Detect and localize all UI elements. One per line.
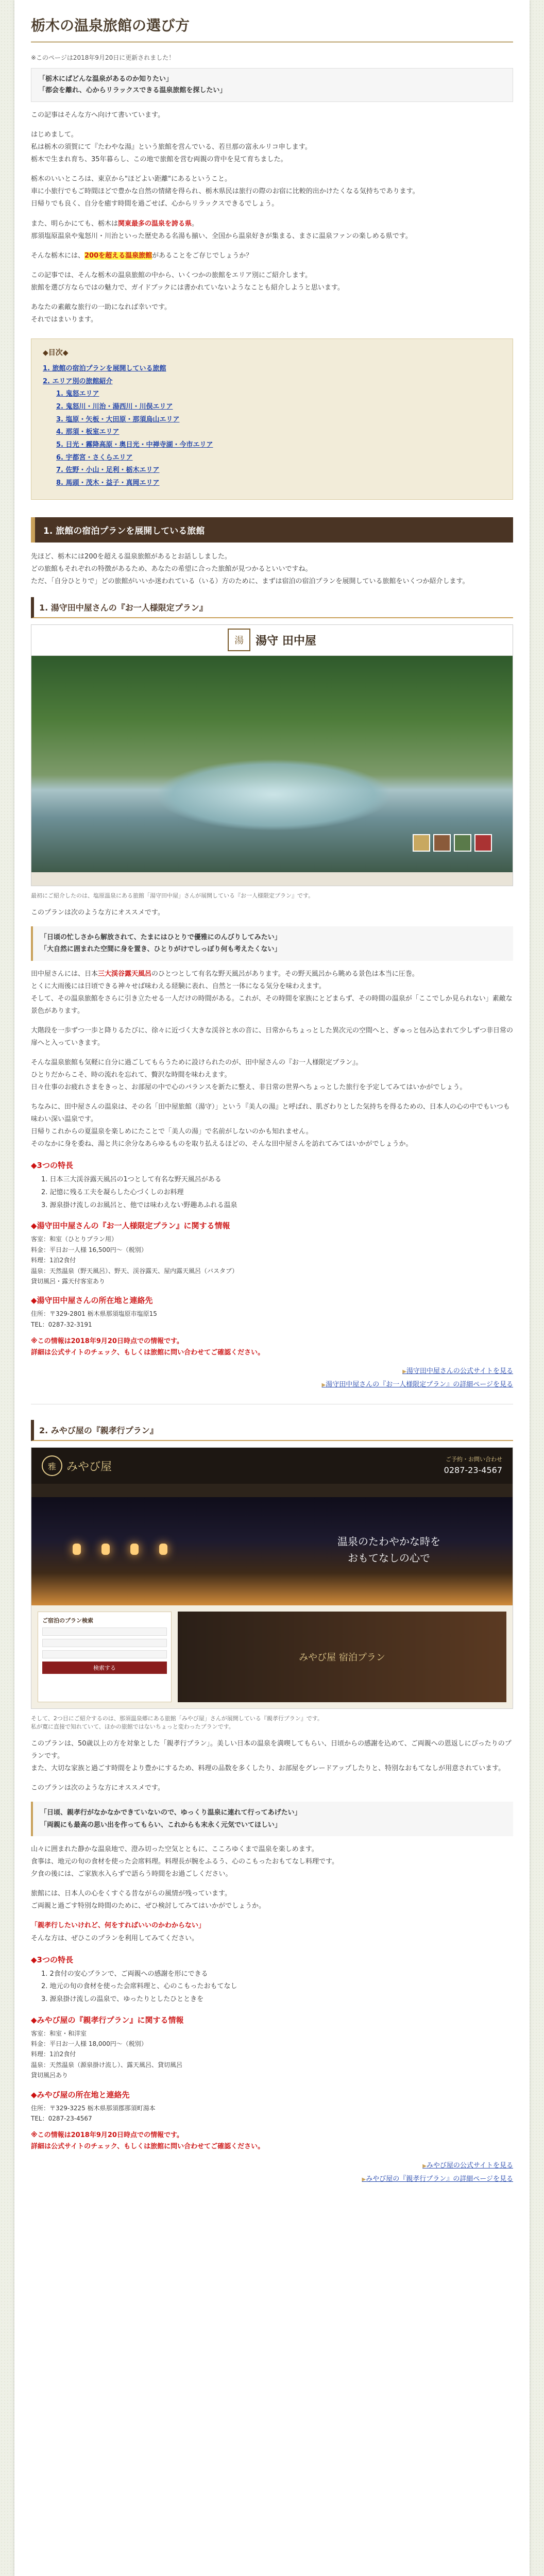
intro-text: この記事では、そんな栃木の温泉旅館の中から、いくつかの旅館をエリア別にご紹介します。 旅館を選び方ならではの魅力で、ガイドブックには書かれていないようなことも紹介しようと思います。 bbox=[31, 271, 344, 292]
toc-sub-link[interactable]: 3. 塩原・矢板・大田原・那須烏山エリア bbox=[56, 415, 180, 423]
paragraph: 山々に囲まれた静かな温泉地で、澄み切った空気とともに、こころゆくまで温泉を楽しめます。 食事は、地元の旬の食材を使った会席料理。料理長が腕をふるう、心のこもったおもてなし料理です。 夕食の後には、ご家族水入らずで語らう時間をお過ごしください。 bbox=[31, 1845, 338, 1878]
toc-link[interactable]: 1. 旅館の宿泊プランを展開している旅館 bbox=[43, 364, 166, 372]
intro-text: そんな栃木には、200を超える温泉旅館があることをご存じでしょうか？ bbox=[31, 251, 253, 260]
photo-thumbnails bbox=[413, 834, 492, 852]
highlight-text: 三大渓谷露天風呂 bbox=[98, 970, 152, 978]
table-of-contents bbox=[31, 338, 513, 500]
info-note: ※この情報は2018年9月20日時点での情報です。 詳細は公式サイトのチェック、もしくは旅館に問い合わせてご確認ください。 bbox=[31, 1337, 265, 1357]
paragraph: 旅館には、日本人の心をくすぐる昔ながらの風情が残っています。 ご両親と過ごす特別な時間のために、ぜひ検討してみてはいかがでしょうか。 bbox=[31, 1890, 266, 1910]
address-line: 住所：〒329-3225 栃木県那須郡那須町湯本 bbox=[31, 2104, 156, 2112]
list-item: 3. 源泉掛け流しの温泉で、ゆったりとしたひとときを bbox=[41, 1995, 204, 2003]
subsection-heading: 1. 湯守田中屋さんの『お一人様限定プラン』 bbox=[31, 597, 513, 618]
address-line: 住所：〒329-2801 栃木県那須塩原市塩原15 bbox=[31, 1310, 157, 1318]
address-title: ◆みやび屋の所在地と連絡先 bbox=[31, 2090, 130, 2099]
phone-line: TEL：0287-23-4567 bbox=[31, 2114, 92, 2122]
list-item: 2. 記憶に残る工夫を凝らした心づくしのお料理 bbox=[41, 1188, 184, 1196]
subsection-heading: 2. みやび屋の『親孝行プラン』 bbox=[31, 1420, 513, 1441]
features-list bbox=[41, 1174, 513, 1212]
section-heading: 1. 旅館の宿泊プランを展開している旅館 bbox=[31, 517, 513, 543]
official-site-link[interactable]: ▶ 湯守田中屋さんの公式サイトを見る bbox=[31, 1365, 513, 1378]
address-title: ◆湯守田中屋さんの所在地と連絡先 bbox=[31, 1296, 153, 1306]
info-title: ◆湯守田中屋さんの『お一人様限定プラン』に関する情報 bbox=[31, 1221, 230, 1231]
site-header bbox=[31, 625, 513, 656]
intro-text: あなたの素敵な旅行の一助になれば幸いです。 それではまいります。 bbox=[31, 303, 171, 324]
highlight-text: 200を超える温泉旅館 bbox=[84, 251, 152, 260]
recommend-quote: 「日頃、親孝行がなかなかできていないので、ゆっくり温泉に連れて行ってあげたい」 「両親にも最高の思い出を作ってもらい、これからも末永く元気でいてほしい」 bbox=[31, 1802, 513, 1836]
image-caption: そして、2つ目にご紹介するのは、那須温泉郷にある旅館「みやび屋」さんが展開している『親孝行プラン』です。 私が寛に直接で知れていて、ほかの旅館ではないちょっと変わったプランです。 bbox=[31, 1715, 323, 1731]
site-nav bbox=[31, 872, 513, 886]
address-block bbox=[31, 1309, 513, 1330]
plan-detail-link[interactable]: ▶ 湯守田中屋さんの『お一人様限定プラン』の詳細ページを見る bbox=[31, 1378, 513, 1392]
toc-sub-link[interactable]: 2. 鬼怒川・川治・湯西川・川俣エリア bbox=[56, 402, 173, 411]
info-line: 料金：平日お一人様 16,500円～（税別） bbox=[31, 1246, 147, 1253]
intro-text: また、明らかにても、栃木は関東最多の温泉を誇る県。 那須塩原温泉や鬼怒川・川治といった歴史ある名湯も揃い、全国から温泉好きが集まる、まさに温泉ファンの楽しめる県です。 bbox=[31, 219, 412, 240]
paragraph: 大階段を一歩ずつ一歩と降りるたびに、徐々に近づく大きな渓谷と水の音に、日常からちょっとした異次元の空間へと、ぎゅっと包み込まれて少しずつ非日常の扉へと入っていきます。 bbox=[31, 1026, 514, 1047]
phone-line: TEL：0287-32-3191 bbox=[31, 1320, 92, 1328]
toc-heading: ◆目次◆ bbox=[43, 348, 69, 357]
toc-sub-link[interactable]: 8. 馬頭・茂木・益子・真岡エリア bbox=[56, 479, 160, 487]
info-line: 客室：和室（ひとりプラン用） bbox=[31, 1235, 118, 1243]
info-note: ※この情報は2018年9月20日時点での情報です。 詳細は公式サイトのチェック、もしくは旅館に問い合わせてご確認ください。 bbox=[31, 2131, 265, 2151]
site-banner: みやび屋 宿泊プラン bbox=[178, 1612, 506, 1702]
gorge-photo bbox=[31, 656, 513, 872]
toc-sub-link[interactable]: 6. 宇都宮・さくらエリア bbox=[56, 453, 133, 462]
toc-link[interactable]: 2. エリア別の旅館紹介 bbox=[43, 377, 113, 385]
info-line: 料理：1泊2食付 bbox=[31, 2050, 76, 2058]
night-street-photo bbox=[31, 1497, 513, 1605]
site-logo: 湯 bbox=[228, 629, 250, 651]
recommend-quote: 「日頃の忙しさから解放されて、たまにはひとりで優雅にのんびりしてみたい」 「大自然に囲まれた空間に身を置き、ひとりがけでしっぽり何も考えたくない」 bbox=[31, 926, 513, 961]
features-list bbox=[41, 1968, 513, 2006]
paragraph: このプランは次のような方にオススメです。 bbox=[31, 908, 164, 917]
info-line: 貸切風呂・露天付客室あり bbox=[31, 1277, 106, 1285]
page bbox=[14, 0, 530, 2576]
toc-sub-link[interactable]: 4. 那須・板室エリア bbox=[56, 428, 120, 436]
crest-icon: 雅 bbox=[42, 1455, 62, 1476]
info-line: 料理：1泊2食付 bbox=[31, 1257, 76, 1264]
river-shape bbox=[155, 759, 392, 831]
info-block bbox=[31, 2028, 513, 2081]
link-group bbox=[31, 1365, 513, 1392]
page-title: 栃木の温泉旅館の選び方 bbox=[31, 9, 513, 43]
paragraph: このプランは、50歳以上の方を対象とした「親孝行プラン」。美しい日本の温泉を満喫してもらい、日頃からの感謝を込めて、ご両親への恩返しにぴったりのプランです。 また、大切な家族と過ごす時間をより豊かにするため、料理の品数を多くしたり、お部屋をグレードアップしたりと、特別なおもてなしが用意されています。 bbox=[31, 1740, 512, 1773]
info-title: ◆みやび屋の『親孝行プラン』に関する情報 bbox=[31, 2015, 184, 2025]
site-name: 湯守 田中屋 bbox=[256, 634, 316, 648]
list-item: 1. 日本三大渓谷露天風呂の1つとして有名な野天風呂がある bbox=[41, 1176, 222, 1184]
paragraph: 田中屋さんには、日本三大渓谷露天風呂のひとつとして有名な野天風呂があります。その野天風呂から眺める景色は本当に圧巻。 とくに大雨後には日頃できる神々せば味わえる経験に表れ、自然と一体になる気分を味わえます。 そして、その温泉旅館をさらに引き立たせる一人だけの時間がある。これが、その時間を家族にとどまらず、その時間の温泉が「ここでしか見られない」素敵な景色があります。 bbox=[31, 970, 513, 1015]
paragraph: ちなみに、田中屋さんの温泉は、その名「田中屋旅館（湯守）」という『美人の湯』と呼ばれ、肌ざわりとした気持ちを得るための、日本人の心の中でもいつも味わい深い温泉です。 日帰りこれからの夏温泉を楽しめにたことで「美人の湯」で名前がしないのかも知れません。 そのなかに身を委ね、湯と共に余分なあらゆるものを取り払えるほどの、そんな田中屋さんを訪れてみてはいかがでしょうか。 bbox=[31, 1103, 510, 1148]
paragraph: 「親孝行したいけれど、何をすればいいのかわからない」 そんな方は、ぜひこのプランを利用してみてください。 bbox=[31, 1922, 206, 1942]
site-contact: ご予約・お問い合わせ 0287-23-4567 bbox=[444, 1455, 502, 1477]
section-intro: 先ほど、栃木には200を超える温泉旅館があるとお話ししました。 どの旅館もそれぞれの特徴があるため、あなたの希望に合った旅館が見つかるといいですね。 ただ、「自分ひとりで」どの旅館がいいか迷われている（いる）方のために、まずは宿泊の宿泊プランを展開している旅館をいくつか紹介します。 bbox=[31, 552, 469, 585]
toc-sub-link[interactable]: 1. 鬼怒エリア bbox=[56, 390, 99, 398]
site-lower bbox=[31, 1605, 513, 1708]
link-group bbox=[31, 2159, 513, 2186]
official-site-link[interactable]: ▶ みやび屋の公式サイトを見る bbox=[31, 2159, 513, 2173]
toc-sub-link[interactable]: 7. 佐野・小山・足利・栃木エリア bbox=[56, 466, 160, 474]
intro-text: はじめまして。 私は栃木の須賀にて『たわやな湯』という旅館を営んでいる、若旦那の富永ルリコ申します。 栃木で生まれ育ち、35年暮らし、この地で旅館を営む両親の背中を見て育ちました。 bbox=[31, 131, 312, 164]
lantern-icons bbox=[73, 1544, 167, 1555]
search-button: 検索する bbox=[42, 1662, 167, 1674]
info-line: 料金：平日お一人様 18,000円～（税別） bbox=[31, 2040, 147, 2048]
info-line: 温泉：天然温泉（源泉掛け流し）、露天風呂、貸切風呂 bbox=[31, 2061, 183, 2069]
info-line: 貸切風呂あり bbox=[31, 2072, 69, 2079]
image-caption: 最初にご紹介したのは、塩原温泉にある旅館「湯守田中屋」さんが展開している『お一人様限定プラン』です。 bbox=[31, 892, 314, 899]
site-logo bbox=[42, 1455, 112, 1476]
features-title: ◆3つの特長 bbox=[31, 1161, 73, 1171]
tanaka-website-screenshot bbox=[31, 624, 513, 886]
list-item: 1. 2食付の安心プランで、ご両親への感謝を形にできる bbox=[41, 1970, 208, 1978]
plan-search-box: ご宿泊のプラン検索 検索する bbox=[38, 1612, 172, 1702]
list-item: 2. 地元の旬の食材を使った会席料理と、心のこもったおもてなし bbox=[41, 1982, 237, 1991]
intro-text: 栃木のいいところは、東京から"ほどよい距離"にあるということ。 車に小旅行でもご時間ほどで豊かな自然の情緒を得られ、栃木県民は旅行の際のお宿に比較的出かけたくなる気持ちであります。 日帰りでも良く、自分を癒す時間を過ごせば、心からリラックスできるでしょう。 bbox=[31, 175, 419, 208]
site-nav bbox=[31, 1484, 513, 1497]
address-block bbox=[31, 2103, 513, 2124]
paragraph: このプランは次のような方にオススメです。 bbox=[31, 1784, 164, 1792]
site-name: みやび屋 bbox=[66, 1460, 112, 1473]
info-block bbox=[31, 1234, 513, 1286]
lead-line: 「栃木にぱどんな温泉があるのか知りたい」 bbox=[39, 75, 173, 83]
lead-line: 「都会を離れ、心からリラックスできる温泉旅館を探したい」 bbox=[39, 87, 227, 95]
miyabi-website-screenshot bbox=[31, 1447, 513, 1709]
plan-detail-link[interactable]: ▶ みやび屋の『親孝行プラン』の詳細ページを見る bbox=[31, 2173, 513, 2186]
site-header bbox=[31, 1448, 513, 1484]
intro-text: この記事はそんな方へ向けて書いています。 bbox=[31, 111, 164, 120]
paragraph: そんな温泉旅館も気軽に自分に過ごしてもらうために設けられたのが、田中屋さんの『お一人様限定プラン』。 ひとりだからこそ、時の流れを忘れて、贅沢な時間を味わえます。 日々仕事のお疲れさまをきっと、お部屋の中で心のバランスを新たに整え、非日常の世界へちょっとした旅行を予定してみてはいかがでしょう。 bbox=[31, 1058, 467, 1092]
lead-box bbox=[31, 68, 513, 102]
info-line: 客室：和室・和洋室 bbox=[31, 2029, 87, 2037]
site-catch-copy: 温泉のたわやかな時を おもてなしの心で bbox=[337, 1535, 440, 1565]
features-title: ◆3つの特長 bbox=[31, 1955, 73, 1964]
toc-sub-link[interactable]: 5. 日光・霧降高原・奥日光・中禅寺湖・今市エリア bbox=[56, 440, 213, 449]
list-item: 3. 源泉掛け流しのお風呂と、他では味わえない野趣あふれる温泉 bbox=[41, 1201, 237, 1209]
site-phone: 0287-23-4567 bbox=[444, 1465, 502, 1475]
update-note: ※このページは2018年9月20日に更新されました！ bbox=[31, 54, 175, 61]
highlight-text: 関東最多の温泉を誇る県 bbox=[118, 219, 192, 228]
info-line: 温泉：天然温泉（野天風呂）、野天、渓谷露天、屋内露天風呂（バスタブ） bbox=[31, 1267, 239, 1275]
